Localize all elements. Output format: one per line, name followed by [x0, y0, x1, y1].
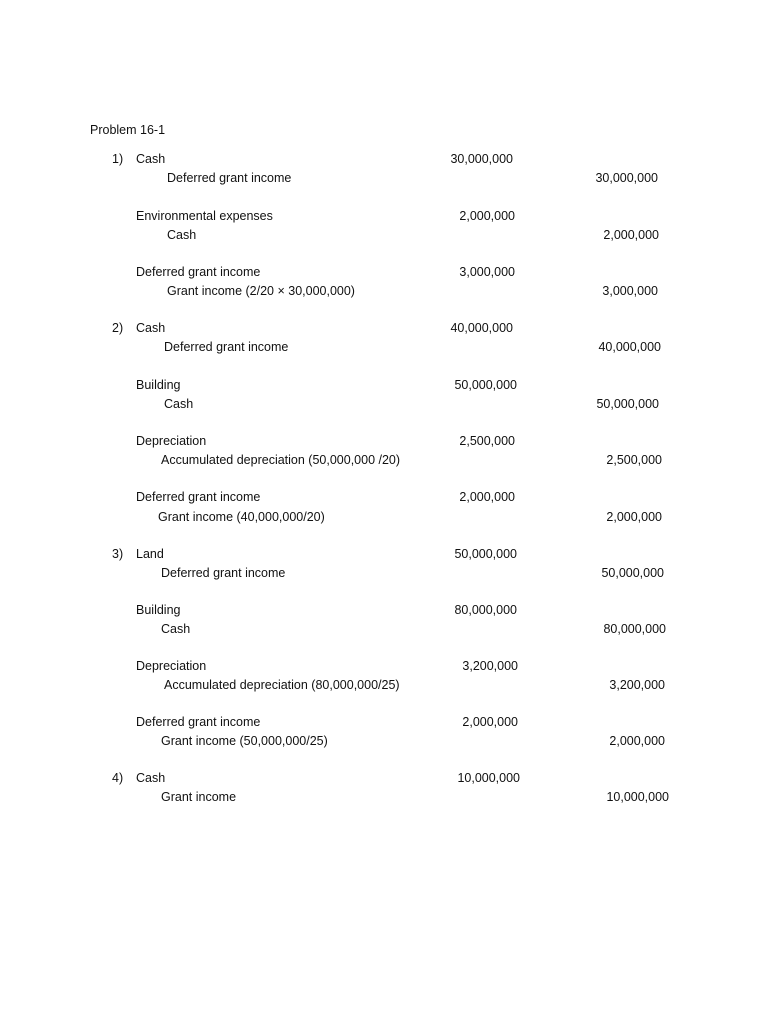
- account-name: Cash: [167, 228, 197, 242]
- entry-number: 3): [112, 547, 124, 561]
- account-name: Cash: [161, 622, 191, 636]
- debit-amount: 2,000,000: [459, 490, 515, 504]
- account-name: Depreciation: [136, 434, 207, 448]
- account-name: Grant income (40,000,000/20): [158, 510, 325, 524]
- account-name: Deferred grant income: [136, 265, 261, 279]
- account-name: Environmental expenses: [136, 209, 273, 223]
- credit-amount: 50,000,000: [596, 397, 659, 411]
- account-name: Accumulated depreciation (80,000,000/25): [164, 678, 400, 692]
- account-name: Cash: [136, 321, 166, 335]
- debit-amount: 2,000,000: [459, 209, 515, 223]
- credit-amount: 3,000,000: [602, 284, 658, 298]
- account-name: Grant income: [161, 790, 237, 804]
- debit-amount: 80,000,000: [454, 603, 517, 617]
- account-name: Deferred grant income: [167, 171, 292, 185]
- debit-amount: 40,000,000: [450, 321, 513, 335]
- entry-number: 4): [112, 771, 124, 785]
- credit-amount: 40,000,000: [598, 340, 661, 354]
- credit-amount: 3,200,000: [609, 678, 665, 692]
- debit-amount: 3,000,000: [459, 265, 515, 279]
- problem-title: Problem 16-1: [90, 123, 166, 137]
- account-name: Cash: [164, 397, 194, 411]
- account-name: Building: [136, 603, 181, 617]
- credit-amount: 2,000,000: [609, 734, 665, 748]
- account-name: Deferred grant income: [136, 490, 261, 504]
- credit-amount: 2,000,000: [606, 510, 662, 524]
- debit-amount: 3,200,000: [462, 659, 518, 673]
- debit-amount: 30,000,000: [450, 152, 513, 166]
- credit-amount: 10,000,000: [606, 790, 669, 804]
- account-name: Deferred grant income: [161, 566, 286, 580]
- credit-amount: 2,000,000: [603, 228, 659, 242]
- credit-amount: 30,000,000: [595, 171, 658, 185]
- account-name: Depreciation: [136, 659, 207, 673]
- entry-number: 1): [112, 152, 124, 166]
- account-name: Cash: [136, 152, 166, 166]
- account-name: Deferred grant income: [164, 340, 289, 354]
- entry-number: 2): [112, 321, 124, 335]
- account-name: Accumulated depreciation (50,000,000 /20): [161, 453, 401, 467]
- debit-amount: 50,000,000: [454, 547, 517, 561]
- account-name: Land: [136, 547, 164, 561]
- credit-amount: 2,500,000: [606, 453, 662, 467]
- account-name: Grant income (50,000,000/25): [161, 734, 328, 748]
- debit-amount: 10,000,000: [457, 771, 520, 785]
- credit-amount: 50,000,000: [601, 566, 664, 580]
- account-name: Building: [136, 378, 181, 392]
- debit-amount: 2,000,000: [462, 715, 518, 729]
- account-name: Grant income (2/20 × 30,000,000): [167, 284, 355, 298]
- debit-amount: 2,500,000: [459, 434, 515, 448]
- account-name: Deferred grant income: [136, 715, 261, 729]
- debit-amount: 50,000,000: [454, 378, 517, 392]
- credit-amount: 80,000,000: [603, 622, 666, 636]
- account-name: Cash: [136, 771, 166, 785]
